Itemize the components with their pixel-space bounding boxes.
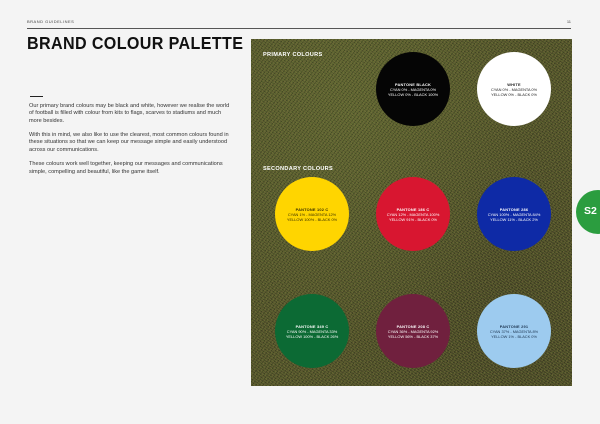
intro-text: [29, 103, 234, 183]
swatch-cmyk-line: YELLOW 1% - BLACK 0%: [491, 333, 537, 339]
page-title: BRAND COLOUR PALETTE: [27, 33, 244, 53]
swatch-cmyk-line: CYAN 0% - MAGENTA 0%: [389, 86, 437, 92]
swatch-cmyk-line: CYAN 12% - MAGENTA 100%: [386, 211, 440, 217]
swatch-pantone-286: [477, 177, 551, 251]
swatch-cmyk-line: YELLOW 100% - BLACK 0%: [286, 216, 338, 222]
swatch-cmyk-line: CYAN 1% - MAGENTA 12%: [287, 211, 337, 217]
intro-paragraph: With this in mind, we also like to use the clearest, most common colours found in these situations so that we can keep our message simple and easily understood across our communications.: [29, 132, 229, 153]
swatch-name: PANTONE 186 C: [396, 206, 430, 212]
swatch-pantone-186c: [376, 177, 450, 251]
swatch-name: PANTONE 286: [499, 206, 529, 212]
page-number: 11: [566, 19, 571, 24]
header-divider: [27, 28, 571, 29]
swatch-cmyk-line: YELLOW 100% - BLACK 26%: [285, 333, 339, 339]
header-section-label: BRAND GUIDELINES: [27, 19, 75, 24]
swatch-cmyk-line: CYAN 0% - MAGENTA 0%: [490, 86, 538, 92]
swatch-pantone-208c: [376, 294, 450, 368]
swatch-cmyk-line: YELLOW 11% - BLACK 2%: [490, 216, 538, 222]
swatch-cmyk-line: CYAN 90% - MAGENTA 33%: [286, 328, 338, 334]
swatch-cmyk-line: YELLOW 91% - BLACK 0%: [388, 216, 437, 222]
intro-paragraph: These colours work well together, keeping our messages and communications simple, compelling and beautiful, like the game itself.: [29, 161, 223, 175]
swatch-cmyk-line: YELLOW 56% - BLACK 37%: [387, 333, 439, 339]
swatch-cmyk-line: YELLOW 0% - BLACK 100%: [387, 91, 439, 97]
intro-paragraph: Our primary brand colours may be black and white, however we realise the world of football is filled with colour from kits to flags, scarves to stadiums and much more besides.: [29, 103, 230, 124]
swatch-name: PANTONE 102 C: [295, 206, 329, 212]
swatch-white: [477, 52, 551, 126]
primary-colours-heading: PRIMARY COLOURS: [263, 52, 323, 58]
swatch-name: PANTONE BLACK: [395, 81, 431, 87]
secondary-colours-heading: SECONDARY COLOURS: [263, 166, 334, 172]
swatch-name: PANTONE 208 C: [396, 323, 430, 329]
swatch-pantone-291: [477, 294, 551, 368]
intro-accent-rule: [30, 96, 43, 97]
swatch-cmyk-line: CYAN 100% - MAGENTA 84%: [487, 211, 541, 217]
swatch-name: WHITE: [507, 81, 521, 87]
swatch-cmyk-line: CYAN 36% - MAGENTA 92%: [387, 328, 439, 334]
swatch-name: PANTONE 291: [499, 323, 529, 329]
swatch-pantone-black: [376, 52, 450, 126]
swatch-cmyk-line: YELLOW 0% - BLACK 0%: [491, 91, 537, 97]
swatch-pantone-102c: [275, 177, 349, 251]
section-tab-label: S2: [584, 205, 597, 217]
swatch-pantone-349c: [275, 294, 349, 368]
swatch-cmyk-line: CYAN 37% - MAGENTA 8%: [489, 328, 539, 334]
swatch-name: PANTONE 349 C: [295, 323, 329, 329]
